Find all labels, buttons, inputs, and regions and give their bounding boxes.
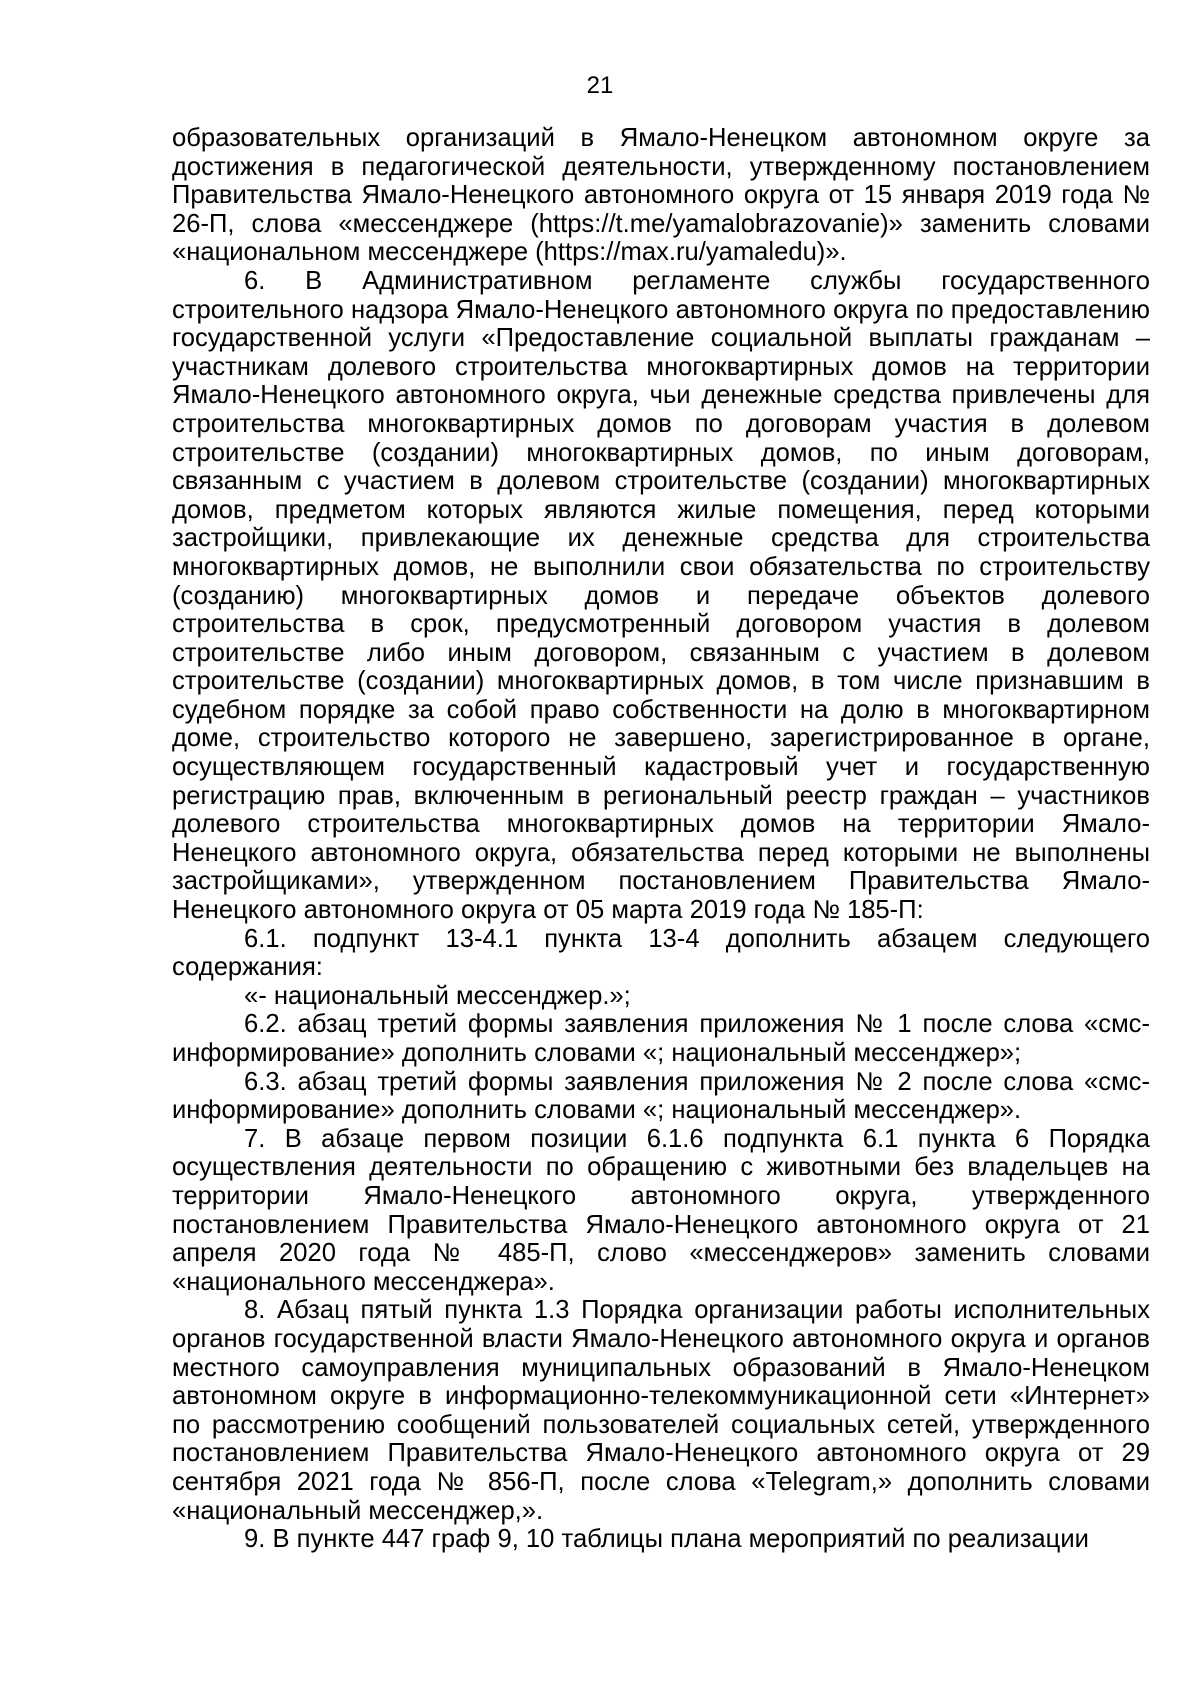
document-body — [172, 124, 1150, 1554]
paragraph-item-6: 6. В Административном регламенте службы государственного строительного надзора Ямало-Ненецкого автономного округа по предоставлению государственной услуги «Предоставление социальной выплаты гражданам – участникам долевого строительства многоквартирных домов на территории Ямало-Ненецкого автономного округа, чьи денежные средства привлечены для строительства многоквартирных домов по договорам участия в долевом строительстве (создании) многоквартирных домов, по иным договорам, связанным с участием в долевом строительстве (создании) многоквартирных домов, предметом которых являются жилые помещения, перед которыми застройщики, привлекающие их денежные средства для строительства многоквартирных домов, не выполнили свои обязательства по строительству (созданию) многоквартирных домов и передаче объектов долевого строительства в срок, предусмотренный договором участия в долевом строительстве либо иным договором, связанным с участием в долевом строительстве (создании) многоквартирных домов, в том числе признавшим в судебном порядке за собой право собственности на долю в многоквартирном доме, строительство которого не завершено, зарегистрированное в органе, осуществляющем государственный кадастровый учет и государственную регистрацию прав, включенным в региональный реестр граждан – участников долевого строительства многоквартирных домов на территории Ямало-Ненецкого автономного округа, обязательства перед которыми не выполнены застройщиками», утвержденном постановлением Правительства Ямало-Ненецкого автономного округа от 05 марта 2019 года № 185-П: — [172, 266, 1150, 925]
paragraph-quote-messenger: «- национальный мессенджер.»; — [244, 981, 631, 1010]
page-number: 21 — [586, 72, 614, 99]
paragraph-item-7: 7. В абзаце первом позиции 6.1.6 подпункта 6.1 пункта 6 Порядка осуществления деятельности по обращению с животными без владельцев на территории Ямало-Ненецкого автономного округа, утвержденного постановлением Правительства Ямало-Ненецкого автономного округа от 21 апреля 2020 года № 485-П, слово «мессенджеров» заменить словами «национального мессенджера». — [172, 1124, 1150, 1296]
paragraph-item-6-2: 6.2. абзац третий формы заявления приложения № 1 после слова «смс-информирование» дополнить словами «; национальный мессенджер»; — [172, 1010, 1150, 1067]
paragraph-continuation: образовательных организаций в Ямало-Ненецком автономном округе за достижения в педагогической деятельности, утвержденному постановлением Правительства Ямало-Ненецкого автономного округа от 15 января 2019 года № 26-П, слова «мессенджере (https://t.me/yamalobrazovanie)» заменить словами «национальном мессенджере (https://max.ru/yamaledu)». — [172, 124, 1150, 267]
paragraph-item-9: 9. В пункте 447 граф 9, 10 таблицы плана мероприятий по реализации — [244, 1525, 1089, 1554]
paragraph-item-6-1: 6.1. подпункт 13-4.1 пункта 13-4 дополнить абзацем следующего содержания: — [172, 924, 1150, 982]
paragraph-item-8: 8. Абзац пятый пункта 1.3 Порядка организации работы исполнительных органов государственной власти Ямало-Ненецкого автономного округа и органов местного самоуправления муниципальных образований в Ямало-Ненецком автономном округе в информационно-телекоммуникационной сети «Интернет» по рассмотрению сообщений пользователей социальных сетей, утвержденного постановлением Правительства Ямало-Ненецкого автономного округа от 29 сентября 2021 года № 856-П, после слова «Telegram,» дополнить словами «национальный мессенджер,». — [172, 1296, 1150, 1525]
paragraph-item-6-3: 6.3. абзац третий формы заявления приложения № 2 после слова «смс-информирование» дополнить словами «; национальный мессенджер». — [172, 1067, 1150, 1125]
